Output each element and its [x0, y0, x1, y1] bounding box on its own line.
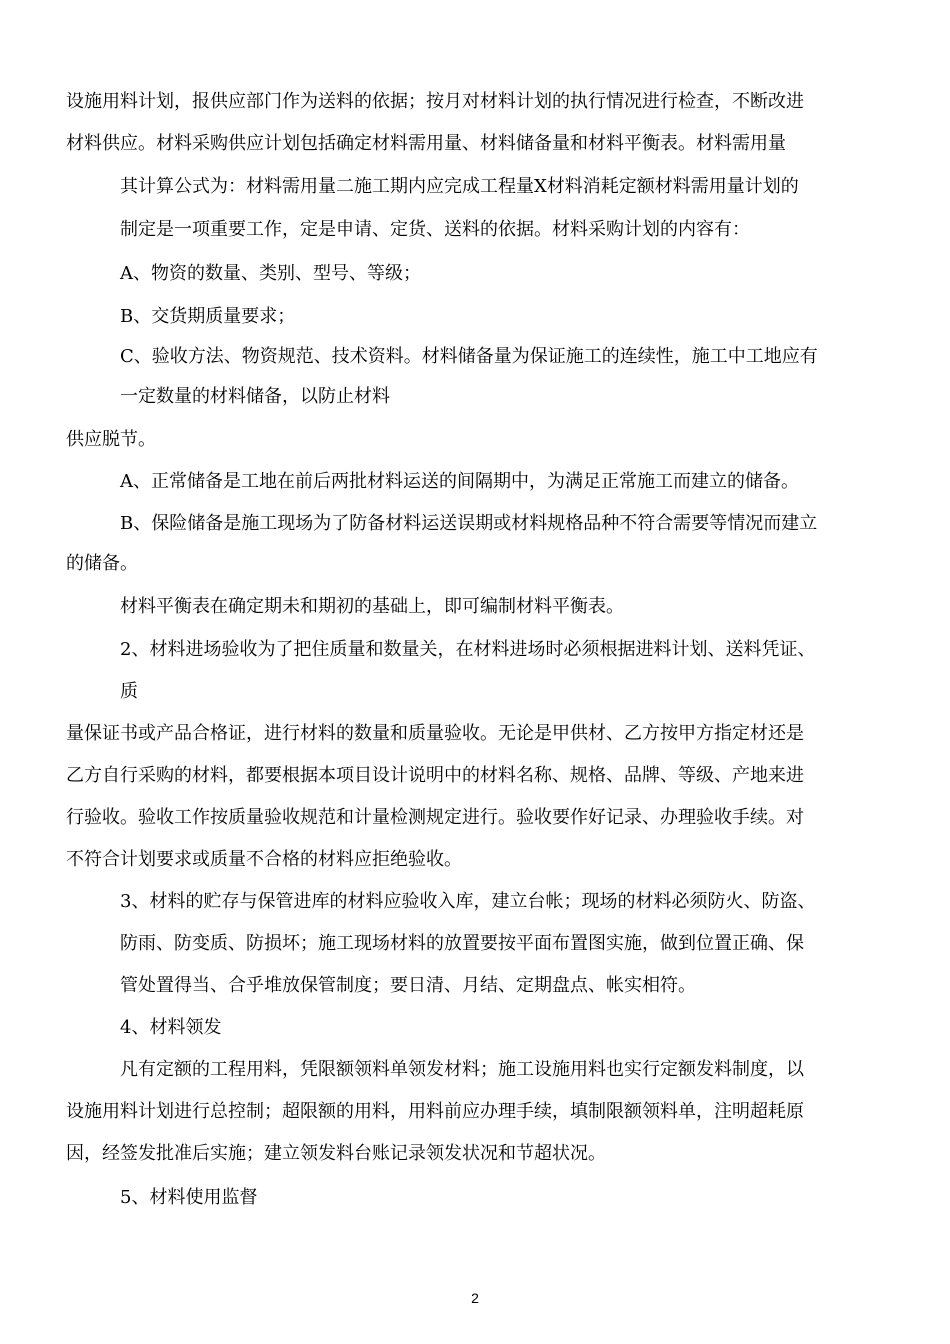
text-line: 量保证书或产品合格证，进行材料的数量和质量验收。无论是甲供材、乙方按甲方指定材还是	[66, 723, 804, 744]
text-line: 材料供应。材料采购供应计划包括确定材料需用量、材料储备量和材料平衡表。材料需用量	[66, 133, 786, 154]
text-line: B、保险储备是施工现场为了防备材料运送误期或材料规格品种不符合需要等情况而建立	[120, 513, 818, 534]
text-line: C、验收方法、物资规范、技术资料。材料储备量为保证施工的连续性，施工中工地应有	[120, 346, 818, 367]
text-line: 制定是一项重要工作，定是申请、定货、送料的依据。材料采购计划的内容有：	[120, 219, 750, 240]
text-line: 防雨、防变质、防损坏；施工现场材料的放置要按平面布置图实施，做到位置正确、保	[120, 933, 804, 954]
text-line: 5、材料使用监督	[120, 1187, 258, 1208]
text-line: 行验收。验收工作按质量验收规范和计量检测规定进行。验收要作好记录、办理验收手续。对	[66, 807, 804, 828]
text-line: 设施用料计划，报供应部门作为送料的依据；按月对材料计划的执行情况进行检查，不断改进	[66, 91, 804, 112]
text-line: 一定数量的材料储备，以防止材料	[120, 386, 390, 407]
text-line: 供应脱节。	[66, 429, 156, 450]
text-line: 质	[120, 681, 138, 702]
text-line: A、物资的数量、类别、型号、等级；	[120, 263, 421, 284]
text-line: B、交货期质量要求；	[120, 306, 296, 327]
text-line: 2、材料进场验收为了把住质量和数量关，在材料进场时必须根据进料计划、送料凭证、	[120, 639, 816, 660]
text-line: 4、材料领发	[120, 1017, 222, 1038]
text-line: A、正常储备是工地在前后两批材料运送的间隔期中，为满足正常施工而建立的储备。	[120, 471, 799, 492]
text-line: 凡有定额的工程用料，凭限额领料单领发材料；施工设施用料也实行定额发料制度，以	[120, 1059, 804, 1080]
text-line: 管处置得当、合乎堆放保管制度；要日清、月结、定期盘点、帐实相符。	[120, 975, 696, 996]
text-line: 乙方自行采购的材料，都要根据本项目设计说明中的材料名称、规格、品牌、等级、产地来进	[66, 765, 804, 786]
text-line: 的储备。	[66, 553, 138, 574]
text-line: 3、材料的贮存与保管进库的材料应验收入库，建立台帐；现场的材料必须防火、防盗、	[120, 891, 816, 912]
text-line: 材料平衡表在确定期未和期初的基础上，即可编制材料平衡表。	[120, 596, 624, 617]
text-line: 因，经签发批准后实施；建立领发料台账记录领发状况和节超状况。	[66, 1143, 606, 1164]
page-number: 2	[471, 1290, 479, 1306]
text-line: 其计算公式为：材料需用量二施工期内应完成工程量X材料消耗定额材料需用量计划的	[120, 176, 799, 197]
text-line: 设施用料计划进行总控制；超限额的用料，用料前应办理手续，填制限额领料单，注明超耗原	[66, 1101, 804, 1122]
text-line: 不符合计划要求或质量不合格的材料应拒绝验收。	[66, 849, 462, 870]
